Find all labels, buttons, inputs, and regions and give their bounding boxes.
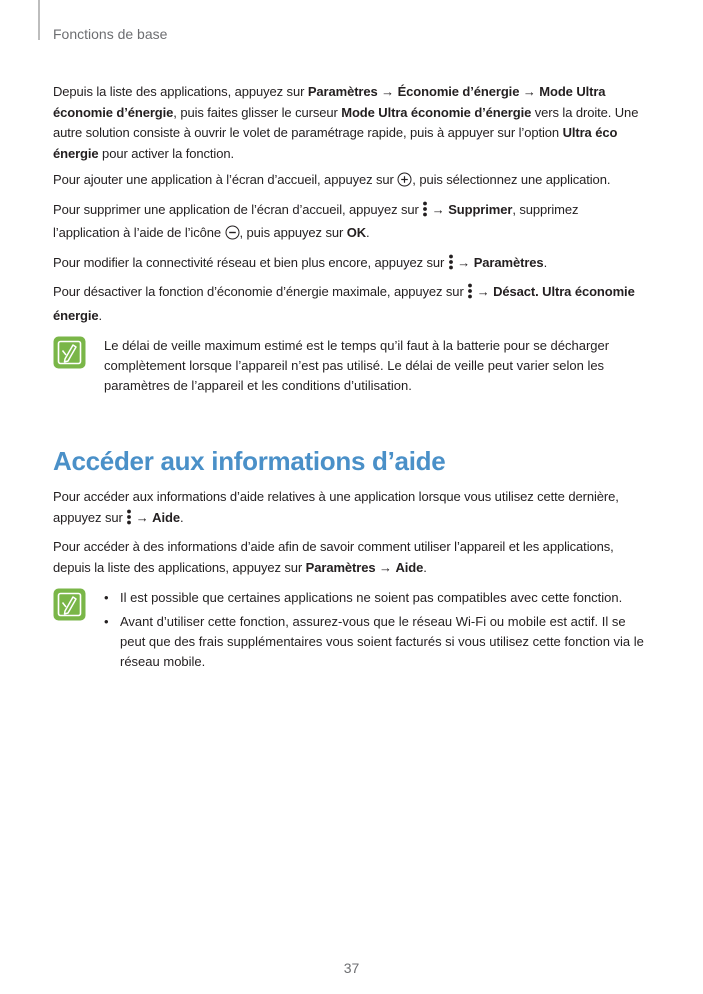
page-content — [53, 82, 648, 676]
paragraph-add-app: Pour ajouter une application à l’écran d’accueil, appuyez sur , puis sélectionnez une application. — [53, 170, 648, 194]
add-circle-icon — [397, 172, 412, 194]
paragraph-remove-app: Pour supprimer une application de l’écran d’accueil, appuyez sur → Supprimer, supprimez l’application à l’aide de l’icône , puis appuyez sur OK. — [53, 200, 648, 247]
page-number: 37 — [343, 960, 360, 976]
paragraph-help-device: Pour accéder à des informations d’aide afin de savoir comment utiliser l’appareil et les applications, depuis la liste des applications, appuyez sur Paramètres → Aide. — [53, 539, 614, 575]
bullet-list — [104, 588, 648, 672]
paragraph-network-settings: Pour modifier la connectivité réseau et bien plus encore, appuyez sur → Paramètres. — [53, 253, 648, 277]
section-title-help: Accéder aux informations d’aide — [53, 446, 446, 476]
header-rule — [38, 0, 40, 40]
list-item: • Il est possible que certaines applications ne soient pas compatibles avec cette fonction. — [104, 588, 648, 608]
note-help-bullets — [53, 588, 648, 672]
page-header-title: Fonctions de base — [53, 26, 168, 42]
note-icon — [53, 336, 86, 369]
bullet-dot: • — [104, 614, 109, 629]
list-item: • Avant d’utiliser cette fonction, assurez-vous que le réseau Wi-Fi ou mobile est actif. Il se peut que des frais supplémentaires vous soient facturés si vous utilisez cette fonction via le réseau mobile. — [104, 614, 644, 669]
note-standby-time — [53, 336, 648, 396]
paragraph-help-app: Pour accéder aux informations d’aide relatives à une application lorsque vous utilisez cette dernière, appuyez sur → Aide. — [53, 487, 648, 531]
bullet-dot: • — [104, 590, 109, 605]
paragraph-disable-power-saving: Pour désactiver la fonction d’économie d’énergie maximale, appuyez sur → Désact. Ultra économie énergie. — [53, 284, 635, 323]
note-text: Le délai de veille maximum estimé est le temps qu’il faut à la batterie pour se décharger complètement lorsque l’appareil n’est pas utilisé. Le délai de veille peut varier selon les paramètres de l’appareil et les conditions d’utilisation. — [104, 338, 610, 393]
remove-circle-icon — [225, 225, 240, 247]
paragraph-ultra-power-saving: Depuis la liste des applications, appuyez sur Paramètres → Économie d’énergie → Mode Ultra économie d’énergie, puis faites glisser le curseur Mode Ultra économie d’énergie vers la droite. Une autre solution consiste à ouvrir le volet de paramétrage rapide, puis à appuyer sur l’option Ultra éco énergie pour activer la fonction. — [53, 84, 639, 161]
note-icon — [53, 588, 86, 621]
